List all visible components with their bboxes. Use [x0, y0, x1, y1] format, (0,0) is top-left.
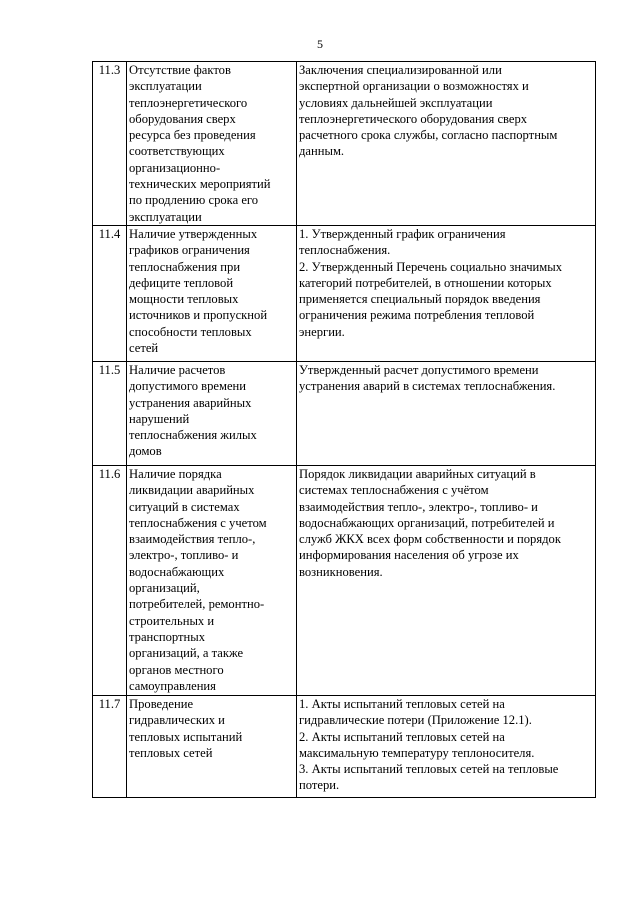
table-row: [93, 62, 596, 226]
document-line: применяется специальный порядок введения: [299, 292, 541, 307]
requirement-name-line: транспортных: [129, 629, 206, 644]
document-line: расчетного срока службы, согласно паспортным: [299, 128, 558, 143]
requirement-name-line: сетей: [129, 341, 159, 356]
document-line: гидравлические потери (Приложение 12.1).: [299, 713, 532, 728]
document-line: Порядок ликвидации аварийных ситуаций в: [299, 466, 536, 481]
document-line: 3. Акты испытаний тепловых сетей на тепловые: [299, 762, 559, 777]
requirement-name-line: водоснабжающих: [129, 564, 225, 579]
requirement-name-line: теплоэнергетического: [129, 95, 248, 110]
document-line: 2. Акты испытаний тепловых сетей на: [299, 729, 505, 744]
table-row: [93, 225, 596, 361]
document-line: водоснабжающих организаций, потребителей и: [299, 515, 555, 530]
requirement-name-line: устранения аварийных: [129, 395, 252, 410]
requirement-name: [127, 62, 297, 226]
row-number: 11.5: [93, 361, 127, 465]
document-line: теплоэнергетического оборудования сверх: [299, 111, 528, 126]
requirement-name-line: мощности тепловых: [129, 292, 239, 307]
requirement-name-line: нарушений: [129, 411, 190, 426]
requirement-name-line: Отсутствие фактов: [129, 63, 231, 77]
requirement-name-line: эксплуатации: [129, 209, 202, 224]
requirements-table: [92, 61, 596, 798]
document-line: 1. Утвержденный график ограничения: [299, 226, 506, 241]
requirement-name-line: взаимодействия тепло-,: [129, 532, 256, 547]
requirement-name-line: строительных и: [129, 613, 215, 628]
table-body: [93, 62, 596, 798]
document-line: устранения аварий в системах теплоснабжения.: [299, 379, 556, 394]
requirement-name-line: домов: [129, 444, 162, 459]
requirement-name: [127, 695, 297, 797]
row-number: 11.7: [93, 695, 127, 797]
requirement-name-line: органов местного: [129, 662, 224, 677]
requirement-name-line: организаций, а также: [129, 646, 244, 661]
document-line: системах теплоснабжения с учётом: [299, 483, 489, 498]
document-line: взаимодействия тепло-, электро-, топливо- и: [299, 499, 538, 514]
requirement-name-line: ситуаций в системах: [129, 499, 240, 514]
confirming-documents: [297, 695, 596, 797]
requirement-name-line: электро-, топливо- и: [129, 548, 239, 563]
requirement-name-line: ресурса без проведения: [129, 128, 256, 143]
requirement-name-line: Проведение: [129, 696, 194, 711]
document-line: 1. Акты испытаний тепловых сетей на: [299, 696, 505, 711]
requirement-name-line: тепловых испытаний: [129, 729, 243, 744]
row-number: 11.4: [93, 225, 127, 361]
confirming-documents: [297, 465, 596, 695]
requirement-name-line: соответствующих: [129, 144, 225, 159]
document-line: максимальную температуру теплоносителя.: [299, 745, 535, 760]
confirming-documents: [297, 225, 596, 361]
requirement-name-line: гидравлических и: [129, 713, 225, 728]
requirement-name-line: Наличие расчетов: [129, 362, 226, 377]
requirement-name-line: дефиците тепловой: [129, 275, 234, 290]
document-line: условиях дальнейшей эксплуатации: [299, 95, 493, 110]
row-number: 11.6: [93, 465, 127, 695]
requirement-name-line: самоуправления: [129, 678, 216, 693]
requirement-name-line: технических мероприятий: [129, 177, 271, 192]
requirement-name-line: графиков ограничения: [129, 243, 250, 258]
requirement-name-line: допустимого времени: [129, 379, 247, 394]
document-line: экспертной организации о возможностях и: [299, 79, 529, 94]
requirement-name-line: оборудования сверх: [129, 111, 236, 126]
document-line: ограничения режима потребления тепловой: [299, 308, 535, 323]
requirement-name-line: Наличие утвержденных: [129, 226, 258, 241]
document-line: возникновения.: [299, 564, 383, 579]
requirement-name-line: потребителей, ремонтно-: [129, 597, 265, 612]
requirement-name-line: эксплуатации: [129, 79, 202, 94]
row-number: 11.3: [93, 62, 127, 226]
requirement-name-line: по продлению срока его: [129, 193, 259, 208]
requirement-name-line: теплоснабжения жилых: [129, 428, 257, 443]
requirement-name-line: теплоснабжения с учетом: [129, 515, 267, 530]
document-line: информирования населения об угрозе их: [299, 548, 519, 563]
requirement-name-line: Наличие порядка: [129, 466, 222, 481]
document-line: данным.: [299, 144, 345, 159]
document-line: Утвержденный расчет допустимого времени: [299, 362, 539, 377]
document-line: теплоснабжения.: [299, 243, 391, 258]
document-line: категорий потребителей, в отношении которых: [299, 275, 552, 290]
requirement-name: [127, 465, 297, 695]
document-line: 2. Утвержденный Перечень социально значимых: [299, 259, 562, 274]
requirement-name-line: организаций,: [129, 581, 200, 596]
table-row: [93, 361, 596, 465]
requirement-name-line: теплоснабжения при: [129, 259, 241, 274]
document-line: Заключения специализированной или: [299, 63, 502, 77]
confirming-documents: [297, 361, 596, 465]
requirement-name-line: ликвидации аварийных: [129, 483, 255, 498]
document-line: энергии.: [299, 324, 345, 339]
confirming-documents: [297, 62, 596, 226]
table-row: [93, 695, 596, 797]
table-row: [93, 465, 596, 695]
requirement-name-line: тепловых сетей: [129, 745, 213, 760]
requirement-name-line: организационно-: [129, 160, 221, 175]
requirement-name-line: способности тепловых: [129, 324, 252, 339]
requirement-name: [127, 225, 297, 361]
page-number: 5: [317, 37, 323, 51]
requirement-name-line: источников и пропускной: [129, 308, 268, 323]
document-line: потери.: [299, 778, 340, 793]
document-line: служб ЖКХ всех форм собственности и порядок: [299, 532, 561, 547]
requirement-name: [127, 361, 297, 465]
